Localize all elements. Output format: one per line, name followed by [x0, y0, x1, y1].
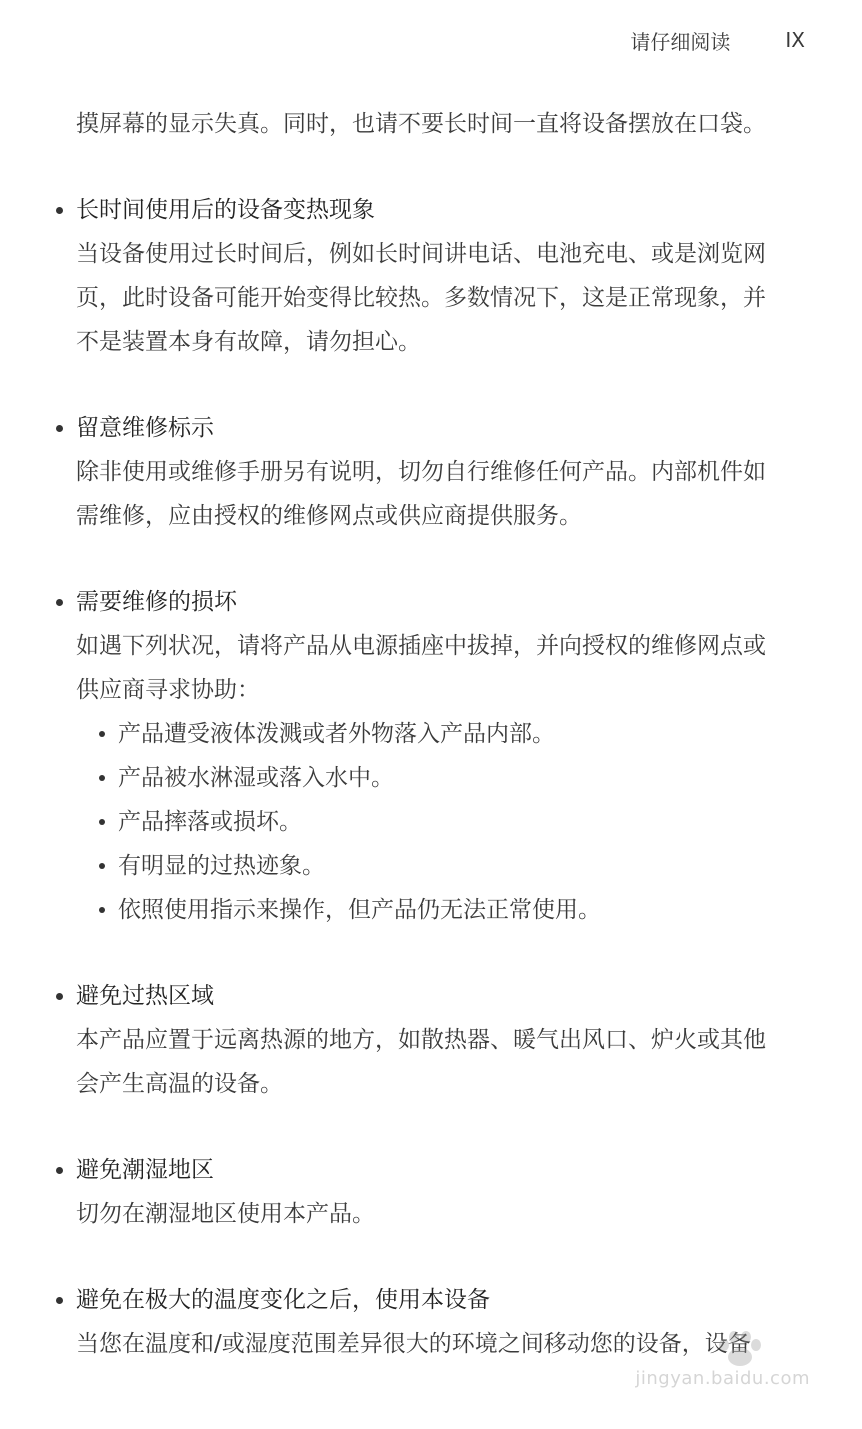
- intro-line: 摸屏幕的显示失真。同时，也请不要长时间一直将设备摆放在口袋。: [76, 111, 766, 137]
- sub-item-text: 依照使用指示来操作，但产品仍无法正常使用。: [118, 897, 601, 923]
- item-title: 避免过热区域: [76, 983, 214, 1009]
- item-text-line: 切勿在潮湿地区使用本产品。: [76, 1201, 375, 1227]
- sub-list-item: [0, 756, 862, 800]
- sub-list-item: [0, 712, 862, 756]
- item-text-line: 需维修，应由授权的维修网点或供应商提供服务。: [76, 503, 582, 529]
- sub-item-text: 产品被水淋湿或落入水中。: [118, 765, 394, 791]
- document-body: [0, 102, 862, 1366]
- sub-list-item: [0, 800, 862, 844]
- page-header: [630, 22, 805, 58]
- item-text-line: 除非使用或维修手册另有说明，切勿自行维修任何产品。内部机件如: [76, 459, 766, 485]
- sub-item-text: 有明显的过热迹象。: [118, 853, 325, 879]
- sub-list: [0, 712, 862, 932]
- safety-item: [0, 1148, 862, 1236]
- sub-bullet-icon: [99, 907, 105, 913]
- sub-list-item: [0, 844, 862, 888]
- item-text-line: 页，此时设备可能开始变得比较热。多数情况下，这是正常现象，并: [76, 285, 766, 311]
- watermark-text: jingyan.baidu.com: [635, 1368, 810, 1389]
- baidu-jingyan-watermark: [610, 1329, 810, 1389]
- bullet-icon: [56, 207, 63, 214]
- item-title: 长时间使用后的设备变热现象: [76, 197, 375, 223]
- sub-bullet-icon: [99, 731, 105, 737]
- page-number: IX: [785, 28, 805, 52]
- item-text-line: 供应商寻求协助：: [76, 677, 260, 703]
- sub-bullet-icon: [99, 819, 105, 825]
- safety-item: [0, 406, 862, 538]
- safety-item: [0, 974, 862, 1106]
- safety-item: [0, 188, 862, 364]
- item-text-line: 本产品应置于远离热源的地方，如散热器、暖气出风口、炉火或其他: [76, 1027, 766, 1053]
- item-title: 避免在极大的温度变化之后，使用本设备: [76, 1287, 490, 1313]
- bullet-icon: [56, 1167, 63, 1174]
- sub-bullet-icon: [99, 775, 105, 781]
- bullet-icon: [56, 993, 63, 1000]
- sub-bullet-icon: [99, 863, 105, 869]
- item-title: 需要维修的损坏: [76, 589, 237, 615]
- section-title: 请仔细阅读: [630, 29, 731, 54]
- item-text-line: 如遇下列状况，请将产品从电源插座中拔掉，并向授权的维修网点或: [76, 633, 766, 659]
- item-text-line: 会产生高温的设备。: [76, 1071, 283, 1097]
- item-text-line: 当您在温度和/或湿度范围差异很大的环境之间移动您的设备，设备: [76, 1331, 751, 1357]
- safety-item: [0, 580, 862, 932]
- bullet-icon: [56, 599, 63, 606]
- sub-item-text: 产品遭受液体泼溅或者外物落入产品内部。: [118, 721, 555, 747]
- sub-item-text: 产品摔落或损坏。: [118, 809, 302, 835]
- item-title: 避免潮湿地区: [76, 1157, 214, 1183]
- bullet-icon: [56, 1297, 63, 1304]
- bullet-icon: [56, 425, 63, 432]
- item-title: 留意维修标示: [76, 415, 214, 441]
- item-text-line: 不是装置本身有故障，请勿担心。: [76, 329, 421, 355]
- item-text-line: 当设备使用过长时间后，例如长时间讲电话、电池充电、或是浏览网: [76, 241, 766, 267]
- sub-list-item: [0, 888, 862, 932]
- baidu-paw-icon: [710, 1329, 770, 1369]
